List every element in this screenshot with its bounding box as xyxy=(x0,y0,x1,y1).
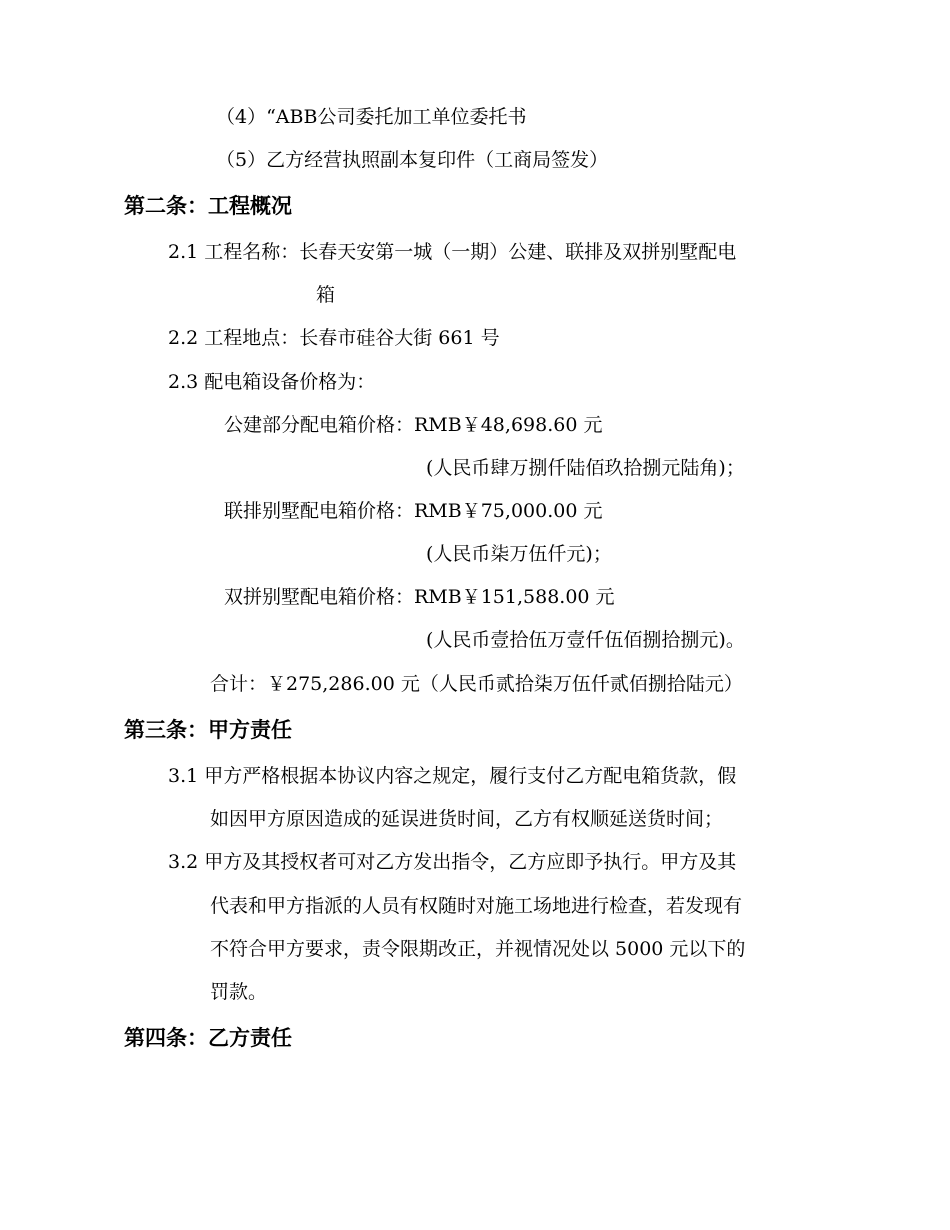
article-4-heading: 第四条：乙方责任 xyxy=(124,1026,292,1050)
clause-3-1-line2: 如因甲方原因造成的延误进货时间，乙方有权顺延送货时间； xyxy=(210,808,724,830)
price-townhouse-words: (人民币柒万伍仟元)； xyxy=(426,543,612,565)
article-3-heading: 第三条：甲方责任 xyxy=(124,718,292,742)
price-duplex: 双拼别墅配电箱价格：RMB￥151,588.00 元 xyxy=(224,586,615,608)
article-2-heading: 第二条：工程概况 xyxy=(124,194,292,218)
price-public-words: (人民币肆万捌仟陆佰玖拾捌元陆角)； xyxy=(426,457,745,479)
attachment-5: （5）乙方经营执照副本复印件（工商局签发） xyxy=(216,149,609,171)
price-duplex-words: (人民币壹拾伍万壹仟伍佰捌拾捌元)。 xyxy=(426,629,745,651)
price-total: 合计：￥275,286.00 元（人民币贰拾柒万伍仟贰佰捌拾陆元） xyxy=(210,673,743,695)
clause-3-2-line3: 不符合甲方要求，责令限期改正，并视情况处以 5000 元以下的 xyxy=(210,938,746,960)
clause-3-2-line1: 3.2 甲方及其授权者可对乙方发出指令，乙方应即予执行。甲方及其 xyxy=(168,851,737,873)
price-townhouse: 联排别墅配电箱价格：RMB￥75,000.00 元 xyxy=(224,500,603,522)
clause-3-1-line1: 3.1 甲方严格根据本协议内容之规定，履行支付乙方配电箱货款，假 xyxy=(168,765,737,787)
project-name-line1: 2.1 工程名称：长春天安第一城（一期）公建、联排及双拼别墅配电 xyxy=(168,241,737,263)
clause-3-2-line4: 罚款。 xyxy=(210,981,268,1003)
project-location: 2.2 工程地点：长春市硅谷大街 661 号 xyxy=(168,327,500,349)
project-name-line2: 箱 xyxy=(316,284,336,306)
price-intro: 2.3 配电箱设备价格为： xyxy=(168,371,376,393)
clause-3-2-line2: 代表和甲方指派的人员有权随时对施工场地进行检查，若发现有 xyxy=(210,895,743,917)
price-public: 公建部分配电箱价格：RMB￥48,698.60 元 xyxy=(224,414,603,436)
attachment-4: （4）“ABB公司委托加工单位委托书 xyxy=(216,106,527,128)
